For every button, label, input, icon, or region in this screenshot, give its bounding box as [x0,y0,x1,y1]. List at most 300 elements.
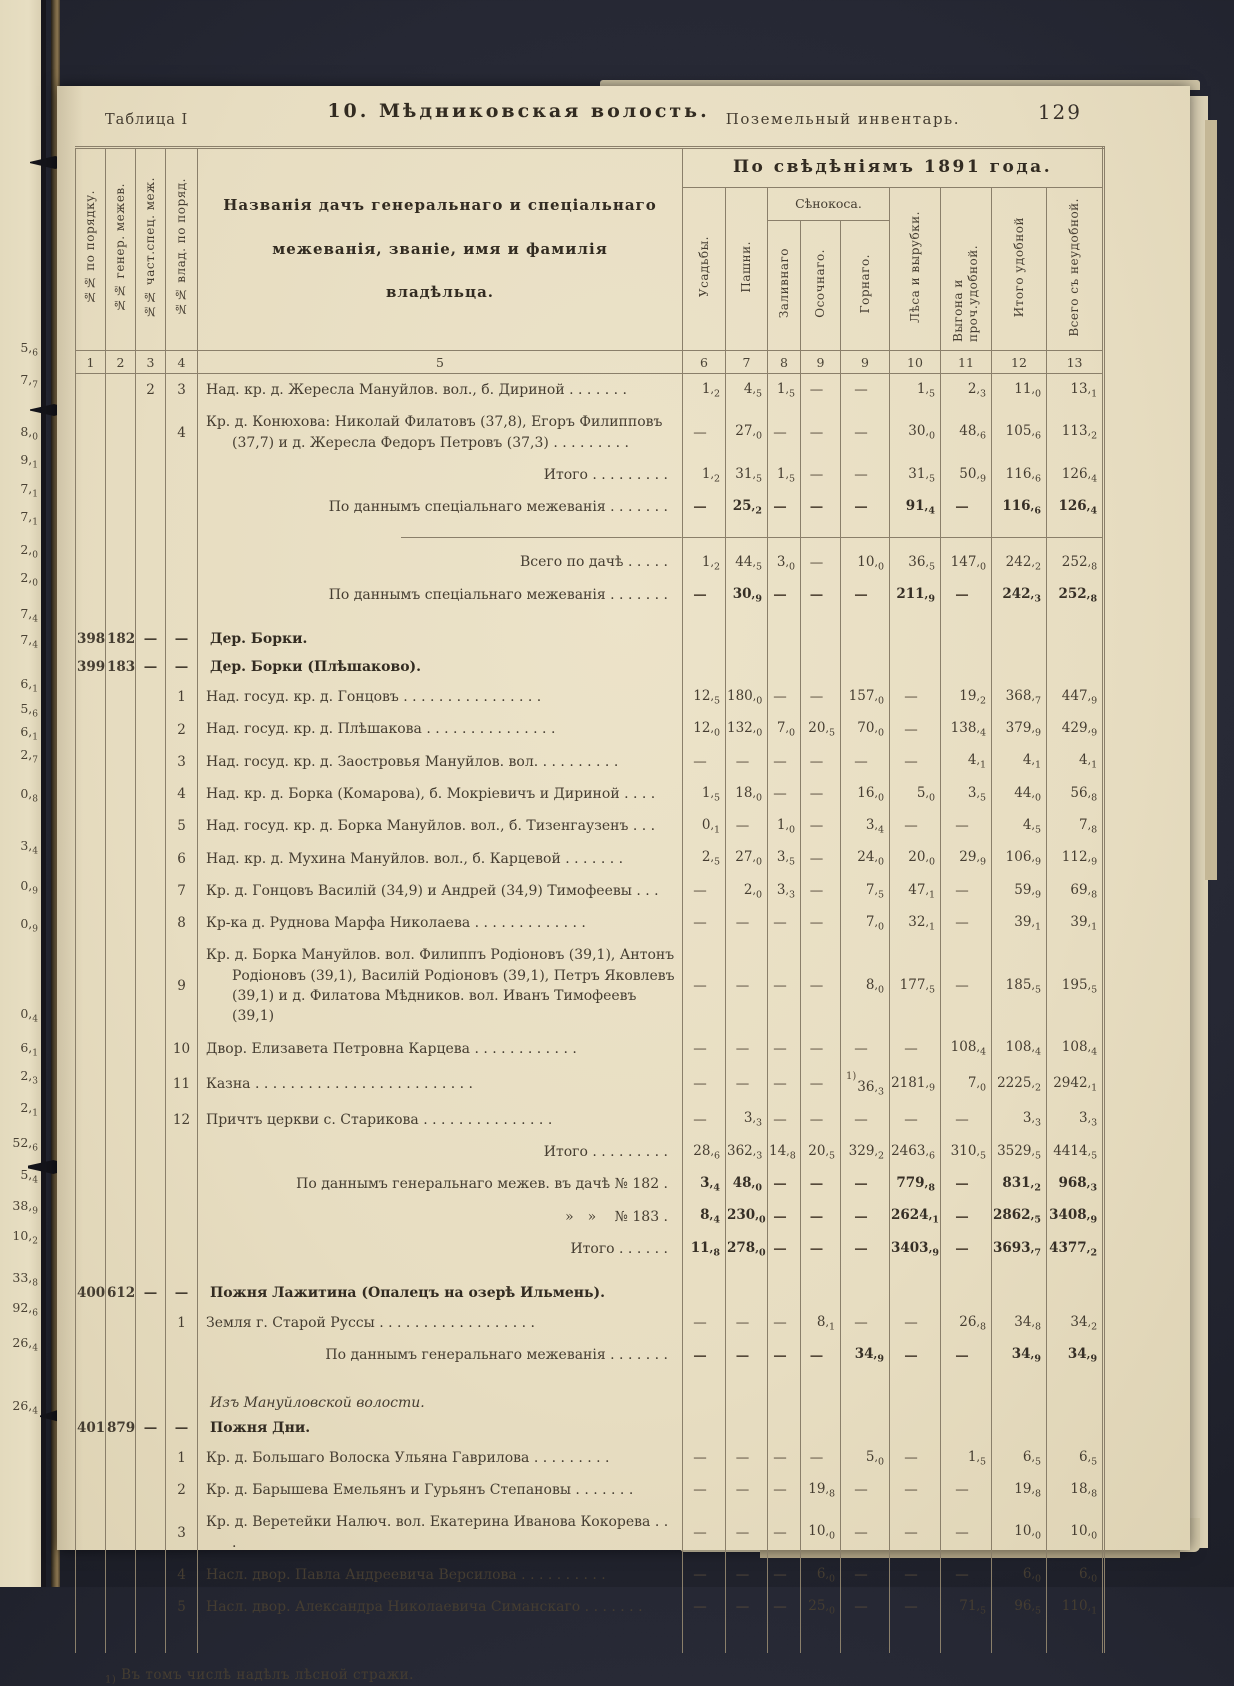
value-cell: — [768,907,801,939]
value-cell: — [726,1339,768,1385]
row-number-cell [136,1065,166,1104]
row-label: Кр. д. Веретейки Налюч. вол. Екатерина Иванова Кокорева . . . [198,1506,683,1559]
row-number-cell [76,1065,106,1104]
row-label: Над. госуд. кр. д. Борка Мануйлов. вол., б. Тизенгаузенъ . . . [198,810,683,842]
value-cell: — [683,1559,726,1591]
value-cell: $2,_5$ [683,843,726,875]
value-cell: — [801,1201,841,1233]
row-number-cell [76,746,106,778]
row-number-cell [106,374,136,407]
value-cell [941,1623,992,1653]
value-cell: $56,_8$ [1047,778,1104,810]
row-label: Итого . . . . . . . . . [198,1136,683,1168]
value-cell [941,653,992,681]
value-cell: — [683,1065,726,1104]
value-cell [726,653,768,681]
value-cell: — [768,1033,801,1065]
value-cell: $0,_1$ [683,810,726,842]
value-cell [683,1386,726,1414]
cutoff-margin-number: $6,_1$ [20,724,38,743]
row-label: Изъ Мануйловской волости. [198,1386,683,1414]
footnote [105,1667,1190,1686]
table-row [76,1506,1104,1559]
value-cell [890,1623,941,1653]
value-cell: — [726,939,768,1032]
table-row [76,1307,1104,1339]
row-number-cell [106,579,136,625]
value-cell [890,1386,941,1414]
value-cell [941,1279,992,1307]
value-cell: $1,_5$ [683,778,726,810]
value-cell: — [768,1591,801,1623]
value-cell: $8,_0$ [841,939,890,1032]
value-cell: — [768,746,801,778]
row-label: По даннымъ генеральнаго межеванія . . . . . . . [198,1339,683,1385]
value-cell: $1,_5$ [890,374,941,407]
value-cell [992,1414,1047,1442]
value-cell: $195,_5$ [1047,939,1104,1032]
footnote-text: Въ томъ числѣ надѣлъ лѣсной стражи. [121,1667,414,1684]
value-cell: $5,_0$ [890,778,941,810]
value-cell: $6,_5$ [992,1442,1047,1474]
value-cell: — [683,875,726,907]
value-cell: $230,_0$ [726,1201,768,1233]
value-cell: $26,_8$ [941,1307,992,1339]
column-number: 5 [198,351,683,374]
column-number: 8 [768,351,801,374]
row-number-cell [76,1474,106,1506]
row-number-cell: 4 [166,406,198,459]
value-cell [768,1414,801,1442]
row-number-cell [166,1386,198,1414]
row-number-cell: 5 [166,1591,198,1623]
value-cell: $1,_2$ [683,374,726,407]
value-cell: — [726,1307,768,1339]
table-row [76,875,1104,907]
value-cell: $91,_4$ [890,491,941,537]
value-cell: $10,_0$ [1047,1506,1104,1559]
value-cell: $138,_4$ [941,713,992,745]
table-row [76,1279,1104,1307]
cutoff-margin-number: $0,_8$ [20,786,38,805]
table-row [76,653,1104,681]
row-label: По даннымъ спеціальнаго межеванія . . . . . . . [198,491,683,537]
row-label: Казна . . . . . . . . . . . . . . . . . . . . . . . . . [198,1065,683,1104]
value-cell: — [941,1474,992,1506]
value-cell: — [941,907,992,939]
value-cell: $1,_5$ [768,459,801,491]
value-cell: $47,_1$ [890,875,941,907]
value-cell [683,1414,726,1442]
row-number-cell [166,1136,198,1168]
value-cell: — [801,374,841,407]
row-number-cell [136,1033,166,1065]
value-cell: — [941,1201,992,1233]
value-cell: — [768,1233,801,1279]
value-cell: — [726,810,768,842]
row-number-cell: — [136,625,166,653]
value-cell: $10,_0$ [801,1506,841,1559]
row-number-cell [106,1136,136,1168]
table-row [76,625,1104,653]
value-cell: $39,_1$ [1047,907,1104,939]
value-cell: $14,_8$ [768,1136,801,1168]
value-cell: — [801,875,841,907]
running-head: Поземельный инвентарь. [725,110,960,128]
table-row [76,843,1104,875]
row-number-cell: — [136,1414,166,1442]
value-cell: $70,_0$ [841,713,890,745]
value-cell: — [841,1591,890,1623]
value-cell: $12,_5$ [683,681,726,713]
row-number-cell [136,1442,166,1474]
value-cell: $779,_8$ [890,1168,941,1200]
value-cell: $3529,_5$ [992,1136,1047,1168]
value-cell: $28,_6$ [683,1136,726,1168]
row-label [198,1623,683,1653]
row-number-cell: 3 [166,374,198,407]
value-cell: $2225,_2$ [992,1065,1047,1104]
col-header-pashni: Пашни. [726,188,768,351]
value-cell [683,625,726,653]
row-number-cell: — [166,1414,198,1442]
value-cell: $18,_8$ [1047,1474,1104,1506]
col-header-special-survey-no: №№ част.спец. меж. [136,148,166,351]
value-cell [683,1279,726,1307]
value-cell: — [801,907,841,939]
row-number-cell: 1 [166,1307,198,1339]
table-row [76,778,1104,810]
column-number: 12 [992,351,1047,374]
row-number-cell: 4 [166,778,198,810]
value-cell: — [801,537,841,578]
value-cell: $18,_0$ [726,778,768,810]
column-number: 3 [136,351,166,374]
row-number-cell [76,1136,106,1168]
value-cell: $1,_5$ [941,1442,992,1474]
row-number-cell: — [166,625,198,653]
value-cell: — [683,939,726,1032]
row-number-cell: 183 [106,653,136,681]
value-cell: $2862,_5$ [992,1201,1047,1233]
cutoff-margin-number: $26,_4$ [12,1398,38,1417]
row-number-cell [136,907,166,939]
row-number-cell [106,1104,136,1136]
table-row [76,537,1104,578]
value-cell: $177,_5$ [890,939,941,1032]
row-number-cell: 10 [166,1033,198,1065]
row-label: Над. кр. д. Жересла Мануйлов. вол., б. Дириной . . . . . . . [198,374,683,407]
row-number-cell [76,1307,106,1339]
value-cell: $36,_5$ [890,537,941,578]
table-row [76,579,1104,625]
cutoff-margin-number: $0,_9$ [20,878,38,897]
value-cell [683,1623,726,1653]
row-number-cell: 11 [166,1065,198,1104]
row-number-cell [166,1623,198,1653]
table-body [76,374,1104,1654]
value-cell: $20,_5$ [801,713,841,745]
col-header-names: Названія дачъ генеральнаго и спеціальнаго межеванія, званіе, имя и фамилія владѣльца. [198,148,683,351]
row-number-cell [136,406,166,459]
table-row [76,1623,1104,1653]
value-cell: $379,_9$ [992,713,1047,745]
col-header-gornago: Горнаго. [841,220,890,350]
value-cell: — [768,1474,801,1506]
row-label: Кр. д. Барышева Емельянъ и Гурьянъ Степановы . . . . . . . [198,1474,683,1506]
value-cell: $1,_2$ [683,537,726,578]
value-cell: — [801,459,841,491]
value-cell: $27,_0$ [726,843,768,875]
value-cell: — [841,1233,890,1279]
value-cell: $157,_0$ [841,681,890,713]
value-cell: — [768,1168,801,1200]
value-cell [841,1623,890,1653]
value-cell: $11,_8$ [683,1233,726,1279]
row-number-cell [106,746,136,778]
row-label: По даннымъ генеральнаго межев. въ дачѣ № 182 . [198,1168,683,1200]
cutoff-margin-number: $7,_1$ [20,481,38,500]
row-label: Дер. Борки (Плѣшаково). [198,653,683,681]
value-cell: $27,_0$ [726,406,768,459]
row-number-cell: — [166,1279,198,1307]
row-number-cell [76,1233,106,1279]
table-row [76,1559,1104,1591]
value-cell: $3408,_9$ [1047,1201,1104,1233]
table-row [76,1104,1104,1136]
row-number-cell [106,810,136,842]
value-cell: — [941,1559,992,1591]
value-cell: $2463,_6$ [890,1136,941,1168]
value-cell [801,1279,841,1307]
column-number: 7 [726,351,768,374]
value-cell [992,1279,1047,1307]
value-cell [801,653,841,681]
row-number-cell [76,1104,106,1136]
table-row [76,939,1104,1032]
value-cell: $132,_0$ [726,713,768,745]
value-cell: $25,_2$ [726,491,768,537]
value-cell: $368,_7$ [992,681,1047,713]
row-number-cell [76,1591,106,1623]
row-number-cell [106,939,136,1032]
row-number-cell [136,843,166,875]
value-cell: $7,_0$ [941,1065,992,1104]
value-cell [841,1279,890,1307]
value-cell: — [890,713,941,745]
cutoff-margin-number: $7,_7$ [20,372,38,391]
value-cell: $3,_3$ [1047,1104,1104,1136]
value-cell: $211,_9$ [890,579,941,625]
value-cell: $106,_9$ [992,843,1047,875]
value-cell: $20,_5$ [801,1136,841,1168]
value-cell [801,1386,841,1414]
value-cell [1047,1414,1104,1442]
value-cell: $2942,_1$ [1047,1065,1104,1104]
cutoff-margin-number: $5,_6$ [20,701,38,720]
value-cell: — [941,1339,992,1385]
row-number-cell: 2 [166,713,198,745]
row-number-cell [76,406,106,459]
value-cell: $34,_8$ [992,1307,1047,1339]
value-cell: $34,_9$ [1047,1339,1104,1385]
value-cell: $8,_4$ [683,1201,726,1233]
row-number-cell [76,1559,106,1591]
value-cell: — [801,1168,841,1200]
table-row [76,746,1104,778]
value-cell: $30,_9$ [726,579,768,625]
value-cell: — [683,1339,726,1385]
row-number-cell: 612 [106,1279,136,1307]
row-number-cell [106,1442,136,1474]
value-cell: $34,_9$ [841,1339,890,1385]
value-cell: $278,_0$ [726,1233,768,1279]
value-cell: — [890,746,941,778]
table-row [76,1474,1104,1506]
table-row [76,1339,1104,1385]
row-number-cell [76,1623,106,1653]
row-number-cell [106,1233,136,1279]
table-row [76,1233,1104,1279]
row-number-cell [136,1339,166,1385]
row-number-cell [106,491,136,537]
value-cell: $13,_1$ [1047,374,1104,407]
value-cell: — [890,1591,941,1623]
row-number-cell [106,1168,136,1200]
value-cell: — [768,1559,801,1591]
value-cell: $34,_2$ [1047,1307,1104,1339]
value-cell: $252,_8$ [1047,537,1104,578]
value-cell [801,1414,841,1442]
value-cell: — [841,1307,890,1339]
value-cell: — [726,1442,768,1474]
value-cell: — [890,1339,941,1385]
value-cell: — [768,1065,801,1104]
row-number-cell: — [136,1279,166,1307]
row-number-cell [106,713,136,745]
value-cell [841,1386,890,1414]
value-cell: — [801,1339,841,1385]
value-cell: $108,_4$ [941,1033,992,1065]
value-cell: $59,_9$ [992,875,1047,907]
column-number: 2 [106,351,136,374]
value-cell [726,1386,768,1414]
row-number-cell: 398 [76,625,106,653]
value-cell: — [890,1104,941,1136]
value-cell: — [683,907,726,939]
col-header-itogo: Итого удобной [992,188,1047,351]
row-number-cell [136,491,166,537]
value-cell: $429,_9$ [1047,713,1104,745]
table-row [76,681,1104,713]
value-cell: — [890,1307,941,1339]
row-number-cell [106,1591,136,1623]
row-label: Дер. Борки. [198,625,683,653]
table-row [76,907,1104,939]
cutoff-margin-number: $2,_1$ [20,1100,38,1119]
value-cell: $6,_0$ [992,1559,1047,1591]
value-cell [941,1414,992,1442]
value-cell: — [841,1201,890,1233]
value-cell: — [768,406,801,459]
value-cell [890,653,941,681]
row-number-cell [166,1201,198,1233]
row-number-cell: 400 [76,1279,106,1307]
row-number-cell [136,681,166,713]
value-cell: $968,_3$ [1047,1168,1104,1200]
value-cell [1047,625,1104,653]
value-cell: $3,_3$ [768,875,801,907]
value-cell: $108,_4$ [1047,1033,1104,1065]
row-number-cell [166,1168,198,1200]
value-cell [683,653,726,681]
value-cell [890,625,941,653]
row-number-cell [136,1559,166,1591]
row-number-cell [106,1474,136,1506]
row-number-cell: 1 [166,1442,198,1474]
value-cell [941,625,992,653]
value-cell: $7,_0$ [768,713,801,745]
value-cell: $831,_2$ [992,1168,1047,1200]
value-cell: $3403,_9$ [890,1233,941,1279]
value-cell: — [801,406,841,459]
value-cell: $116,_6$ [992,491,1047,537]
row-number-cell: 7 [166,875,198,907]
column-number: 6 [683,351,726,374]
row-label: Над. кр. д. Борка (Комарова), б. Мокріевичъ и Дириной . . . . [198,778,683,810]
row-number-cell: 12 [166,1104,198,1136]
land-inventory-table [75,146,1105,1653]
table-row [76,459,1104,491]
value-cell: — [726,907,768,939]
value-cell [1047,1279,1104,1307]
value-cell [1047,1623,1104,1653]
row-number-cell [106,1201,136,1233]
col-group-senokosa: Сѣнокоса. [768,188,890,221]
row-number-cell [76,843,106,875]
row-number-cell [106,1339,136,1385]
row-number-cell [76,1506,106,1559]
value-cell: $4377,_2$ [1047,1233,1104,1279]
value-cell: — [768,1104,801,1136]
col-header-owner-no: №№ влад. по поряд. [166,148,198,351]
row-number-cell [136,459,166,491]
value-cell: $2181,_9$ [890,1065,941,1104]
under-page-right-edge-2 [1205,120,1217,880]
value-cell: $16,_0$ [841,778,890,810]
value-cell: $7,_0$ [841,907,890,939]
row-number-cell [136,1386,166,1414]
row-number-cell [106,1559,136,1591]
row-number-cell [76,1386,106,1414]
cutoff-margin-number: $92,_6$ [12,1300,38,1319]
row-number-cell: 3 [166,746,198,778]
footnote-marker: 1) [105,1675,117,1686]
table-row [76,1442,1104,1474]
col-header-zalivnago: Заливнаго [768,220,801,350]
value-cell: $50,_9$ [941,459,992,491]
value-cell: $19,_8$ [801,1474,841,1506]
value-cell: $44,_5$ [726,537,768,578]
row-number-cell: 2 [136,374,166,407]
value-cell: $110,_1$ [1047,1591,1104,1623]
row-number-cell [136,939,166,1032]
cutoff-margin-number: $10,_2$ [12,1228,38,1247]
row-number-cell [106,537,136,578]
cutoff-margin-number: $5,_6$ [20,340,38,359]
value-cell: $19,_8$ [992,1474,1047,1506]
value-cell: — [726,1559,768,1591]
